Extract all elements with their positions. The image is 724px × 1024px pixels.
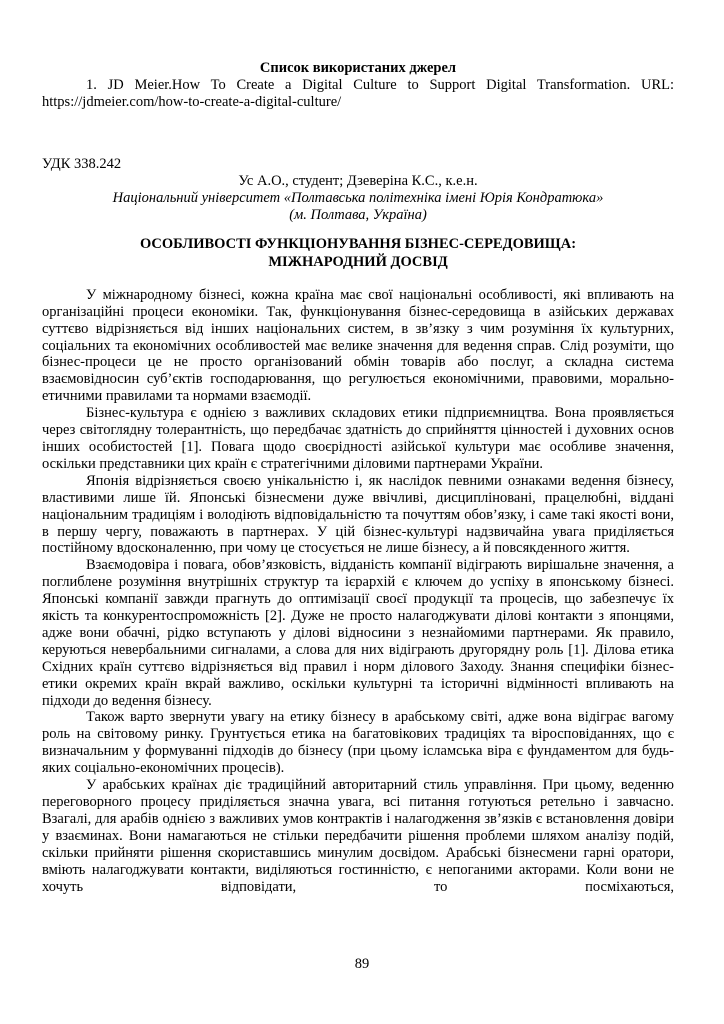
references-section	[42, 60, 674, 112]
udc-code: УДК 338.242	[42, 155, 122, 172]
references-heading: Список використаних джерел	[259, 60, 457, 76]
paragraph-business-culture: Бізнес-культура є однією з важливих складових етики підприємництва. Вона проявляється через світоглядну толерантність, що передбачає здатність до сприйняття цінностей і духовних основ інших особистостей [1]. Повага щодо своєрідності азійської культури має особливе значення, оскільки представники цих країн є стратегічними діловими партнерами України.	[42, 405, 674, 472]
page-number: 89	[354, 956, 370, 972]
reference-item: 1. JD Meier.How To Create a Digital Culture to Support Digital Transformation. URL: https://jdmeier.com/how-to-create-a-digital-culture/	[42, 77, 674, 111]
affiliation-line: Національний університет «Полтавська політехніка імені Юрія Кондратюка»	[112, 190, 604, 207]
article-title	[42, 236, 674, 270]
article-meta	[42, 156, 674, 225]
paragraph-arab-management: У арабських країнах діє традиційний авторитарний стиль управління. При цьому, веденню переговорного процесу приділяється значна увага, всі питання готуються ретельно і завчасно. Взагалі, для арабів однією з важливих умов контрактів і налагодження зв’язків є встановлення довіри у взаєминах. Вони намагаються не стільки передбачити рішення проблеми шляхом аналізу подій, скільки прийняти рішення скориставшись минулим досвідом. Арабські бізнесмени гарні оратори, вміють налагоджувати контакти, виділяються гостинністю, є непоганими акторами. Коли вони не хочуть відповідати, то посміхаються,	[42, 777, 674, 895]
paragraph-japan-trust: Взаємодовіра і повага, обов’язковість, відданість компанії відіграють вирішальне значення, а поглиблене розуміння внутрішніх структур та ієрархій є ключем до успіху в японському бізнесі. Японські компанії завжди прагнуть до оптимізації своєї продукції та процесів, що забезпечує їх якість та конкурентоспроможність [2]. Дуже не просто налагоджувати ділові контакти з японцями, адже вони обачні, рідко вступають у ділові відносини з незнайомими партнерами. Як правило, керуються невербальними сигналами, а слова для них відіграють другорядну роль [1]. Ділова етика Східних країн суттєво відрізняється від правил і норм ділового Заходу. Знання специфіки бізнес-етики окремих країн вкрай важливо, оскільки культурні та історичні відмінності впливають на підходи до ведення бізнесу.	[42, 557, 674, 709]
location-line: (м. Полтава, Україна)	[289, 207, 427, 224]
article-title-line2: МІЖНАРОДНИЙ ДОСВІД	[268, 253, 448, 270]
paragraph-arab-ethics: Також варто звернути увагу на етику бізнесу в арабському світі, адже вона відіграє вагому роль на світовому ринку. Грунтується етика на багатовікових традиціях та віросповіданнях, що є визначальним у формуванні підходів до бізнесу (при цьому ісламська віра є фундаментом для будь-яких соціально-економічних процесів).	[42, 709, 674, 777]
paragraph-international-business: У міжнародному бізнесі, кожна країна має свої національні особливості, які впливають на організаційні процеси економіки. Так, функціонування бізнес-середовища в азійських державах суттєво відрізняється від інших національних систем, в зв’язку з чим розуміння їх культурних, соціальних та економічних особливостей має велике значення для ведення справ. Слід розуміти, що бізнес-процеси це не просто організований обмін товарів або послуг, а складна система взаємовідносин суб’єктів господарювання, що регулюється економічними, правовими, морально-етичними правилами та нормами взаємодії.	[42, 286, 674, 405]
article-body	[42, 287, 674, 896]
paragraph-japan-uniqueness: Японія відрізняється своєю унікальністю і, як наслідок певними ознаками ведення бізнесу, властивими лише їй. Японські бізнесмени дуже ввічливі, дисципліновані, працелюбні, віддані національним традиціям і володіють відповідальністю та почуттям обов’язку, і саме такі якості вони, в першу чергу, поважають в партнерах. У цій бізнес-культурі надзвичайна увага приділяється постійному вдосконаленню, при чому це стосується не лише бізнесу, а й повсякденного життя.	[42, 472, 674, 557]
authors-line: Ус А.О., студент; Дзеверіна К.С., к.е.н.	[238, 172, 478, 189]
article-title-line1: ОСОБЛИВОСТІ ФУНКЦІОНУВАННЯ БІЗНЕС-СЕРЕДОВИЩА:	[139, 236, 577, 253]
